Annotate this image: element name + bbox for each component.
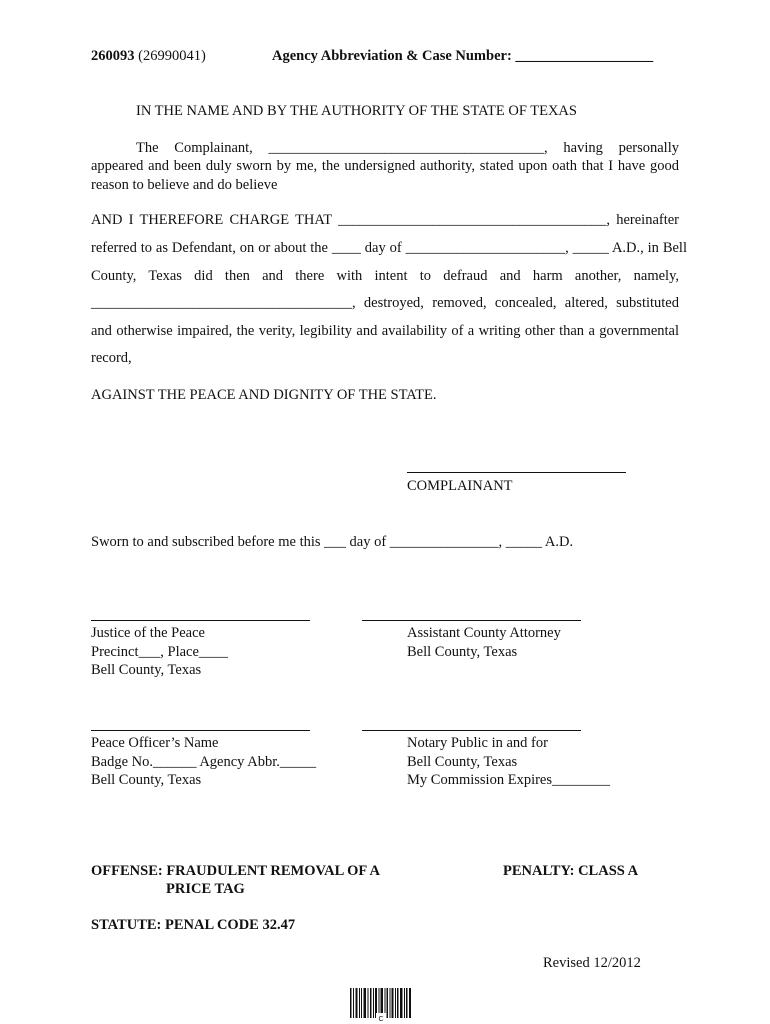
notary-commission: My Commission Expires________ — [407, 772, 611, 788]
agency-blank[interactable]: ___________________ — [515, 48, 654, 64]
charge-line: AND I THEREFORE CHARGE THAT _____________________________________, hereinafter — [91, 212, 679, 228]
doc-id — [91, 48, 206, 65]
complainant-signature-line[interactable] — [407, 472, 626, 473]
attorney-signature-line[interactable] — [362, 620, 581, 621]
agency-case-field[interactable] — [272, 48, 653, 65]
officer-badge: Badge No.______ Agency Abbr._____ — [91, 753, 317, 770]
statute-line: STATUTE: PENAL CODE 32.47 — [91, 917, 296, 933]
officer-signature-line[interactable] — [91, 730, 310, 731]
justice-precinct: Precinct___, Place____ — [91, 643, 228, 660]
notary-block — [407, 734, 610, 790]
document-title: IN THE NAME AND BY THE AUTHORITY OF THE STATE OF TEXAS — [136, 103, 577, 119]
county-line: County, Texas did then and there with intent to defraud and harm another, namely, — [91, 268, 679, 284]
notary-signature-line[interactable] — [362, 730, 581, 731]
sworn-subscribed-line: Sworn to and subscribed before me this ___ day of _______________, _____ A.D. — [91, 534, 574, 550]
complainant-label: COMPLAINANT — [407, 478, 513, 494]
justice-county: Bell County, Texas — [91, 662, 202, 678]
victim-blank-line: ____________________________________, destroyed, removed, concealed, altered, substituted — [91, 295, 679, 311]
offense-line-2: PRICE TAG — [166, 881, 245, 897]
barcode-icon — [350, 988, 412, 1022]
sworn-statement-line: appeared and been duly sworn by me, the undersigned authority, stated upon oath that I have good — [91, 158, 679, 174]
peace-dignity-line: AGAINST THE PEACE AND DIGNITY OF THE STATE. — [91, 387, 437, 403]
complainant-line: The Complainant, ______________________________________, having personally — [136, 140, 679, 156]
impaired-line: and otherwise impaired, the verity, legibility and availability of a writing other than a governmental — [91, 323, 679, 339]
justice-signature-line[interactable] — [91, 620, 310, 621]
belief-line: reason to believe and do believe — [91, 177, 278, 193]
doc-id-paren: (26990041) — [138, 48, 206, 64]
notary-title: Notary Public in and for — [407, 735, 548, 751]
doc-id-number: 260093 — [91, 48, 135, 64]
attorney-block — [407, 624, 561, 661]
attorney-county: Bell County, Texas — [407, 643, 518, 660]
offense-line: OFFENSE: FRAUDULENT REMOVAL OF A — [91, 863, 380, 879]
attorney-title: Assistant County Attorney — [407, 625, 561, 641]
justice-block — [91, 624, 228, 680]
defendant-date-line: referred to as Defendant, on or about the ____ day of ______________________, _____ A.D., in Bell — [91, 240, 687, 256]
officer-name: Peace Officer’s Name — [91, 735, 219, 751]
notary-county: Bell County, Texas — [407, 753, 518, 770]
agency-label: Agency Abbreviation & Case Number: — [272, 48, 512, 64]
revised-date: Revised 12/2012 — [543, 955, 641, 971]
record-line: record, — [91, 350, 132, 366]
justice-title: Justice of the Peace — [91, 625, 205, 641]
barcode-char: C — [378, 1016, 384, 1022]
officer-county: Bell County, Texas — [91, 772, 202, 788]
penalty-line: PENALTY: CLASS A — [503, 863, 639, 879]
officer-block — [91, 734, 316, 790]
